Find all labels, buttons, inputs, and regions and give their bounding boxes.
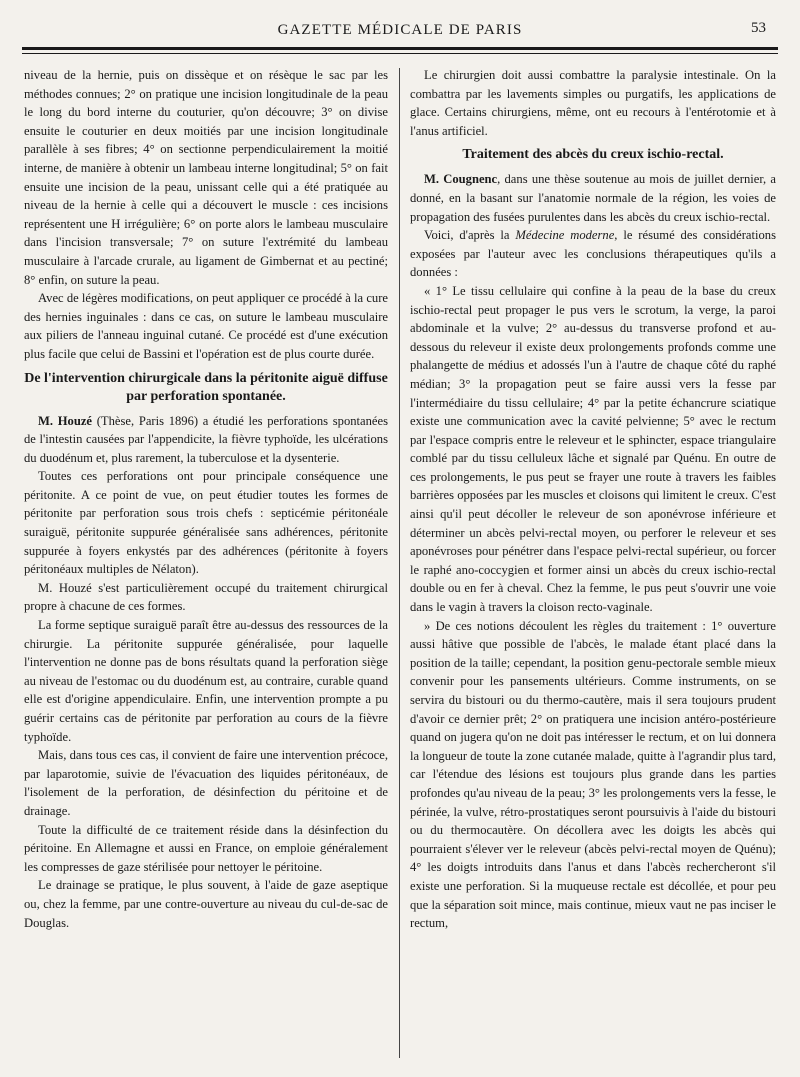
left-column (24, 66, 388, 932)
paragraph: niveau de la hernie, puis on dissèque et on résèque le sac par les méthodes connues; 2° on pratique une incision longitudinale de la peau le long du bord interne du couturier, qu'on découvre; 3° on divise ensuite le couturier en deux moitiés par une incision longitudinale parallèle à ses fibres; 4° on sectionne perpendiculairement la moitié interne, de manière à obtenir un lambeau interne longitudinal; 5° on fait ensuite une incision de la peau, unissant celle qui a été pratiquée au niveau de la hernie à celle qui a découvert le muscle : ces incisions représentent une H irrégulière; 6° on porte alors le lambeau musculaire dans l'incision transversale; 7° on suture l'extrémité du lambeau musculaire à l'arcade crurale, au ligament de Gimbernat et au pectiné; 8° enfin, on suture la peau. (24, 68, 388, 287)
section-heading: Traitement des abcès du creux ischio-rectal. (462, 147, 724, 163)
header-rule-thick (22, 47, 778, 50)
column-divider (399, 68, 400, 1058)
paragraph: Le chirurgien doit aussi combattre la paralysie intestinale. On la combattra par les lavements simples ou purgatifs, les applications de glace. Certains chirurgiens, même, ont eu recours à l'entérotomie et à l'anus artificiel. (410, 68, 776, 138)
header-rule-thin (22, 53, 778, 54)
paragraph: Mais, dans tous ces cas, il convient de faire une intervention précoce, par laparotomie, suivie de l'évacuation des liquides péritonéaux, de l'isolement de la perforation, de désinfection du péritoine et de drainage. (24, 748, 388, 818)
running-title: GAZETTE MÉDICALE DE PARIS (277, 22, 523, 38)
paragraph (410, 226, 776, 282)
paragraph-text: (Thèse, Paris 1896) a étudié les perforations spontanées de l'intestin causées par l'appendicite, la fièvre typhoïde, les ulcérations du duodénum et, plus rarement, la tuberculose et la dysenterie. (24, 413, 389, 465)
paragraph (410, 170, 776, 226)
paragraph: « 1° Le tissu cellulaire qui confine à la peau de la base du creux ischio-rectal peut propager le pus vers le scrotum, la verge, la paroi abdominale et la vulve; 2° au-dessus du transverse profond et au-dessous du releveur il existe deux prolongements profonds comme une phalangette de médius et adossés l'un à l'autre de chaque côté du raphé médian; 3° la propagation peut se faire aussi vers la fesse par l'intermédiaire du tissu cellulaire; 4° par la petite échancrure sciatique existe une communication avec la cavité pelvienne; 5° avec le rectum par l'espace compris entre le releveur et le sphincter, espace triangulaire comblé par du tissu celluleux lâche et signalé par Quénu. En outre de ces prolongements, le pus peut se frayer une route à travers les faibles barrières opposées par les muscles et cloisons qui limitent le creux. C'est ainsi qu'il peut décoller le releveur de son aponévrose inférieure et déterminer un abcès pelvi-rectal moyen, ou perforer le releveur et ses aponévroses pour pénétrer dans l'espace pelvi-rectal supérieur, ou forcer le raphé ano-coccygien et former ainsi un abcès du creux ischio-rectal double ou en fer à cheval. Chez la femme, le pus peut s'ouvrir une voie dans le vagin à travers la cloison recto-vaginale. (410, 283, 776, 615)
paragraph: Toute la difficulté de ce traitement réside dans la désinfection du péritoine. En Allemagne et aussi en France, on emploie généralement les compresses de gaze stérilisée pour nettoyer le péritoine. (24, 822, 388, 874)
journal-title: Médecine moderne (515, 228, 615, 243)
page-header (0, 8, 800, 42)
page-number: 53 (751, 20, 766, 36)
paragraph: Toutes ces perforations ont pour principale conséquence une péritonite. A ce point de vue, on peut étudier toutes les formes de péritonite par perforation sous trois chefs : septicémie péritonéale suraiguë, péritonite suppurée généralisée sans adhérences, péritonite suppurée à foyers enkystés par des adhérences (péritonite à foyers péritonéaux multiples de Nélaton). (24, 469, 388, 577)
paragraph: Avec de légères modifications, on peut appliquer ce procédé à la cure des hernies inguinales : dans ce cas, on suture le lambeau musculaire aux piliers de l'anneau inguinal cutané. Ce procédé est d'une exécution plus facile que celui de Bassini et l'opération est de plus courte durée. (24, 291, 388, 361)
right-column (410, 66, 776, 933)
author-name: M. Houzé (38, 413, 93, 428)
paragraph: » De ces notions découlent les règles du traitement : 1° ouverture aussi hâtive que possible de l'abcès, le malade étant placé dans la position de la taille; cependant, la position genu-pectorale semble mieux convenir pour les pansements ultérieurs. Comme instruments, on se servira du bistouri ou du thermo-cautère, mais il sera toujours prudent d'avoir ce dernier prêt; 2° on pratiquera une incision antéro-postérieure quand on jugera qu'on ne doit pas intéresser le rectum, et on lui donnera la longueur de toute la zone cutanée malade, quitte à l'agrandir plus tard, car l'étendue des lésions est toujours plus grande dans les parties profondes qu'au niveau de la peau; 3° les prolongements vers la fesse, le périnée, la vulve, rétro-prostatiques seront poursuivis à l'aide du bistouri ou du thermocautère. On décollera avec les doigts les abcès qui pourraient s'élever ver le releveur (abcès pelvi-rectal moyen de Quénu); 4° les doigts introduits dans l'anus et dans l'abcès rechercheront s'il existe une perforation. Si la muqueuse rectale est décollée, et pour peu que la séparation soit mince, mais continue, mieux vaut ne pas inciser le rectum, (410, 618, 776, 931)
section-heading: De l'intervention chirurgicale dans la péritonite aiguë diffuse par perforation spontanée. (24, 370, 388, 404)
paragraph-text: Voici, d'après la (424, 228, 516, 243)
paragraph: La forme septique suraiguë paraît être au-dessus des ressources de la chirurgie. La péritonite suppurée généralisée, pour laquelle l'intervention ne donne pas de bons résultats quand la perforation siège au niveau de l'estomac ou du duodénum est, au contraire, curable quand elle est d'origine appendiculaire. Enfin, une intervention prompte a pu guérir certains cas de péritonite par perforation au cours de la fièvre typhoïde. (24, 618, 388, 744)
paragraph (24, 412, 388, 468)
paragraph: Le drainage se pratique, le plus souvent, à l'aide de gaze aseptique ou, chez la femme, par une contre-ouverture au niveau du cul-de-sac de Douglas. (24, 878, 388, 930)
paragraph-text: , dans une thèse soutenue au mois de juillet dernier, a donné, en la basant sur l'anatomie normale de la région, les voies de propagation des fusées purulentes dans les abcès du creux ischio-rectal. (410, 172, 776, 224)
author-name: M. Cougnenc (424, 172, 498, 187)
paragraph-text: , le résumé des considérations exposées par l'auteur avec les conclusions thérapeutiques qu'ils a données : (410, 228, 776, 280)
paragraph: M. Houzé s'est particulièrement occupé du traitement chirurgical propre à chacune de ces formes. (24, 580, 388, 614)
